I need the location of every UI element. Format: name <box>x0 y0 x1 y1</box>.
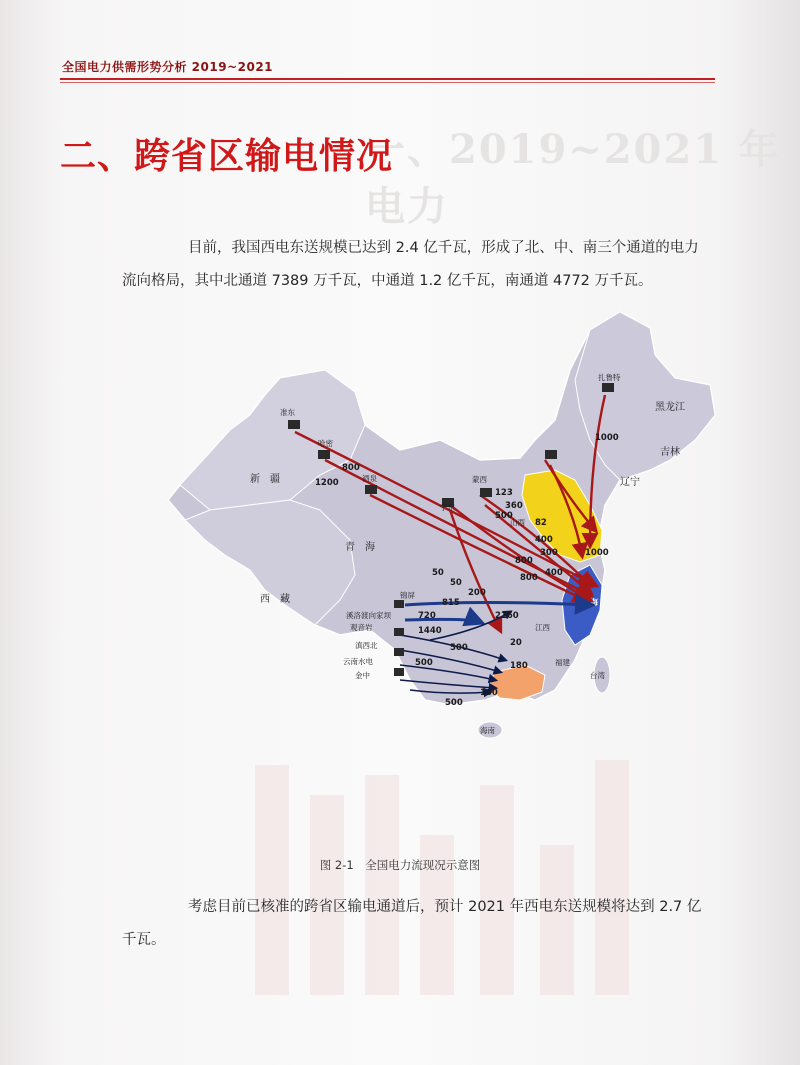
src-jinxi: 锦屏 <box>400 591 415 600</box>
flow-value: 500 <box>415 658 433 668</box>
flow-value: 300 <box>540 548 558 558</box>
src-guanyinyan: 观音岩 <box>350 623 373 632</box>
flow-value: 720 <box>418 611 436 621</box>
flow-value: 82 <box>535 518 547 528</box>
flow-value: 800 <box>520 573 538 583</box>
paragraph-1-line-2: 流向格局，其中北通道 7389 万千瓦，中通道 1.2 亿千瓦，南通道 4772 万千瓦。 <box>122 273 653 289</box>
src-jinzhong: 金中 <box>355 671 370 680</box>
flow-value: 815 <box>442 598 460 608</box>
label-jilin: 吉林 <box>660 447 680 458</box>
flow-value: 50 <box>432 568 444 578</box>
label-hainan: 海南 <box>480 726 495 735</box>
section-title: 二、跨省区输电情况 <box>60 136 394 177</box>
bleed-through-title: 一、2019~2021 年电力 <box>365 126 782 230</box>
label-heilongjiang: 黑龙江 <box>655 402 685 413</box>
label-hai: 海 <box>590 598 598 607</box>
flow-value: 1000 <box>585 548 609 558</box>
label-qinghai: 青 海 <box>345 542 375 553</box>
flow-value: 500 <box>495 511 513 521</box>
src-yunnan-hydro: 云南水电 <box>343 657 373 666</box>
src-zhalute: 扎鲁特 <box>598 373 621 382</box>
flow-value: 1200 <box>315 478 339 488</box>
src-diannan: 滇西北 <box>355 641 378 650</box>
label-liaoning: 辽宁 <box>620 477 640 488</box>
label-xinjiang: 新 疆 <box>250 474 280 485</box>
label-fujian: 福建 <box>555 658 570 667</box>
flow-value: 50 <box>450 578 462 588</box>
flow-value: 1440 <box>418 626 442 636</box>
flow-value: 500 <box>445 698 463 708</box>
src-hami: 哈密 <box>318 439 333 448</box>
flow-value: 160 <box>480 688 498 698</box>
label-jiangxi: 江西 <box>535 623 550 632</box>
src-shanxi: 山西 <box>510 518 525 527</box>
src-ningdong: 宁东 <box>440 503 455 512</box>
label-taiwan: 台湾 <box>590 671 605 680</box>
header-rule-thin <box>60 82 715 83</box>
flow-value: 400 <box>535 535 553 545</box>
flow-value: 20 <box>510 638 522 648</box>
flow-value: 200 <box>468 588 486 598</box>
src-mengxi: 蒙西 <box>472 475 487 484</box>
header-rule <box>60 78 715 80</box>
flow-value: 1000 <box>595 433 619 443</box>
flow-value: 2160 <box>495 611 519 621</box>
flow-value: 360 <box>505 501 523 511</box>
src-xiluodu: 溪洛渡向家坝 <box>346 611 391 620</box>
power-flow-map <box>150 300 730 740</box>
src-jiuquan: 酒泉 <box>362 474 377 483</box>
flow-value: 180 <box>510 661 528 671</box>
flow-value: 800 <box>342 463 360 473</box>
label-xizang: 西 藏 <box>260 594 290 605</box>
china-map-svg <box>150 300 730 740</box>
flow-value: 800 <box>515 556 533 566</box>
src-zhundong: 准东 <box>280 408 295 417</box>
paragraph-2-line-2: 千瓦。 <box>122 932 166 948</box>
figure-caption: 图 2-1 全国电力流现况示意图 <box>319 858 481 872</box>
flow-value: 500 <box>450 643 468 653</box>
flow-value: 123 <box>495 488 513 498</box>
paragraph-2-line-1: 考虑目前已核准的跨省区输电通道后，预计 2021 年西电东送规模将达到 2.7 亿 <box>188 899 702 915</box>
flow-value: 400 <box>545 568 563 578</box>
paragraph-1-line-1: 目前，我国西电东送规模已达到 2.4 亿千瓦，形成了北、中、南三个通道的电力 <box>188 240 699 256</box>
running-header: 全国电力供需形势分析 2019~2021 <box>62 60 274 74</box>
